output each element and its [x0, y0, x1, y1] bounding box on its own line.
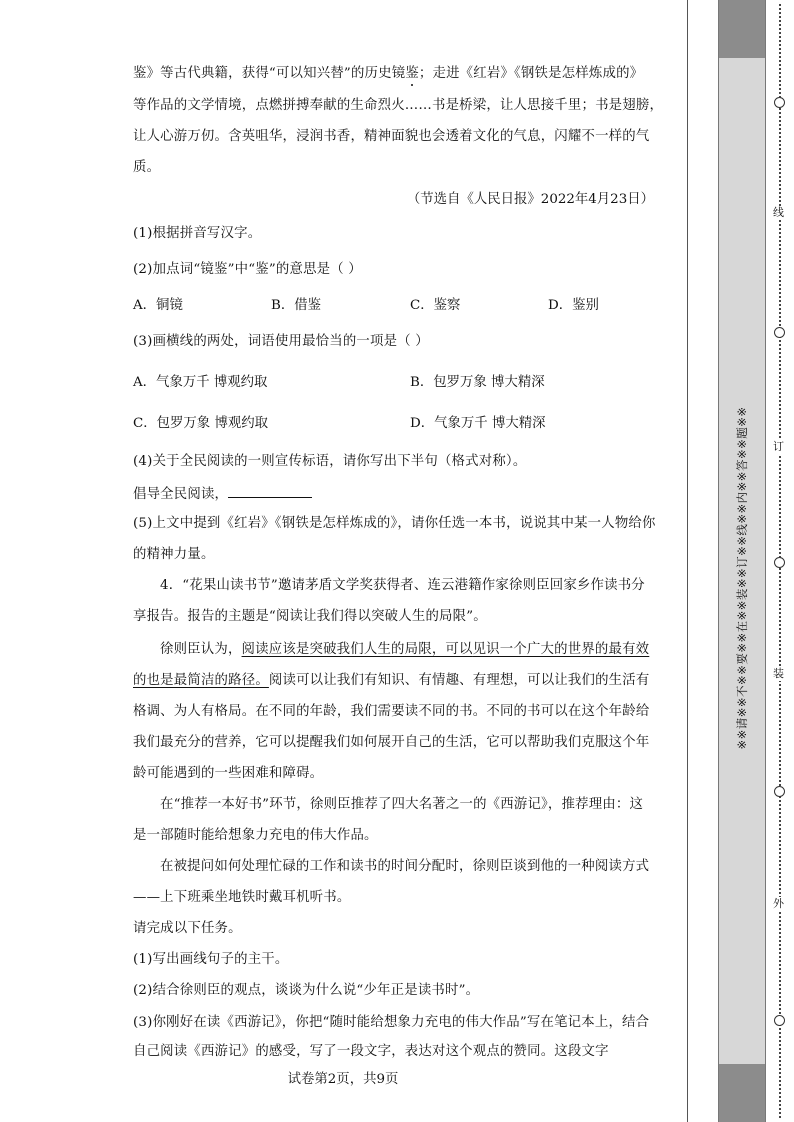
q4-p1-line-2	[133, 671, 649, 691]
underlined-sentence-part-2: 的也是最简洁的路径。	[133, 673, 269, 688]
cut-word-zhuang: 装	[773, 667, 784, 680]
slogan-first-half: 倡导全民阅读，	[133, 487, 229, 502]
q3-sub3: (3)画横线的两处，词语使用最恰当的一项是（ ）	[133, 334, 429, 349]
p1-rest: 阅读可以让我们有知识、有情趣、有理想，可以让我们的生活有	[268, 673, 650, 688]
q4-p1-line-3: 格调、为人有格局。在不同的年龄，我们需要读不同的书。不同的书可以在这个年龄给	[133, 704, 650, 719]
q3-sub2-option-b: B．借鉴	[271, 298, 322, 313]
q4-task-2: (2)结合徐则臣的观点，谈谈为什么说“少年正是读书时”。	[133, 983, 480, 998]
binding-cap-top	[719, 0, 765, 58]
cut-word-ding: 订	[773, 440, 784, 453]
q4-p3-line-1: 在被提问如何处理忙碌的工作和读书的时间分配时，徐则臣谈到他的一种阅读方式	[160, 859, 650, 874]
page-divider	[687, 0, 688, 1122]
binding-cap-bottom	[719, 1064, 765, 1122]
q4-p1-line-5: 龄可能遇到的一些困难和障碍。	[133, 766, 324, 781]
cut-circle-2	[774, 327, 785, 338]
binding-warning: ※※请※※不※※要※※在※※装※※订※※线※※内※※答※※题※※	[735, 406, 749, 750]
q3-sub2-option-c: C．鉴察	[410, 298, 461, 313]
cut-circle-1	[774, 97, 785, 108]
passage-line-4: 质。	[133, 160, 161, 175]
q3-sub2-option-a: A．铜镜	[133, 298, 183, 313]
cut-circle-5	[774, 1015, 785, 1026]
cut-line	[770, 0, 790, 1122]
cut-word-wai: 外	[773, 897, 784, 910]
q4-task-3-line-1: (3)你刚好在读《西游记》，你把“随时能给想象力充电的伟大作品”写在笔记本上，结合	[133, 1015, 650, 1030]
q4-p3-line-2: ——上下班乘坐地铁时戴耳机听书。	[133, 890, 351, 905]
q3-sub3-option-c: C．包罗万象 博观约取	[133, 416, 269, 431]
q3-sub1: (1)根据拼音写汉字。	[133, 226, 262, 241]
q3-sub5-line-2: 的精神力量。	[133, 547, 215, 562]
q3-sub2: (2)加点词“镜鉴”中“鉴”的意思是（ ）	[133, 262, 362, 277]
q4-task-3-line-2: 自己阅读《西游记》的感受，写了一段文字，表达对这个观点的赞同。这段文字	[133, 1044, 609, 1059]
q4-p1-line-4: 我们最充分的营养，它可以提醒我们如何展开自己的生活，它可以帮助我们克服这个年	[133, 735, 650, 750]
underlined-sentence-part-1: 阅读应该是突破我们人生的局限，可以	[241, 642, 473, 657]
q3-sub3-option-b: B．包罗万象 博大精深	[410, 375, 545, 390]
underlined-sentence-part-1b: 见识一个广大的世界的最有效	[472, 642, 650, 657]
emphasis-dot-char: 鉴	[405, 66, 419, 81]
q4-task-heading: 请完成以下任务。	[133, 921, 242, 936]
passage-line-3: 让人心游万仞。含英咀华，浸润书香，精神面貌也会透着文化的气息，闪耀不一样的气	[133, 129, 650, 144]
q3-sub5-line-1: (5)上文中提到《红岩》《钢铁是怎样炼成的》，请你任选一本书，说说其中某一人物给你	[133, 516, 656, 531]
q4-p1-line-1	[160, 640, 649, 660]
q4-p2-line-1: 在“推荐一本好书”环节，徐则臣推荐了四大名著之一的《西游记》，推荐理由：这	[160, 797, 644, 812]
q3-sub2-option-d: D．鉴别	[548, 298, 599, 313]
p1-lead: 徐则臣认为，	[160, 642, 242, 657]
q4-intro-line-1: 4．“花果山读书节”邀请茅盾文学奖获得者、连云港籍作家徐则臣回家乡作读书分	[160, 578, 645, 593]
cut-circle-3	[774, 557, 785, 568]
slogan-answer-blank[interactable]	[228, 483, 312, 498]
page-footer: 试卷第2页，共9页	[287, 1072, 399, 1087]
cut-word-xian: 线	[773, 206, 784, 219]
q4-intro-line-2: 享报告。报告的主题是“阅读让我们得以突破人生的局限”。	[133, 609, 487, 624]
passage-line-1: 鉴》等古代典籍，获得“可以知兴替”的历史镜鉴；走进《红岩》《钢铁是怎样炼成的》	[133, 66, 644, 81]
q3-sub3-option-a: A．气象万千 博观约取	[133, 375, 268, 390]
q3-sub4-prompt	[133, 483, 312, 505]
passage-source: （节选自《人民日报》2022年4月23日）	[406, 192, 654, 207]
q4-task-1: (1)写出画线句子的主干。	[133, 952, 289, 967]
q3-sub3-option-d: D．气象万千 博大精深	[410, 416, 546, 431]
cut-circle-4	[774, 786, 785, 797]
q3-sub4: (4)关于全民阅读的一则宣传标语，请你写出下半句（格式对称）。	[133, 454, 527, 469]
passage-line-2: 等作品的文学情境，点燃拼搏奉献的生命烈火……书是桥梁，让人思接千里；书是翅膀，	[133, 98, 664, 113]
q4-p2-line-2: 是一部随时能给想象力充电的伟大作品。	[133, 828, 378, 843]
